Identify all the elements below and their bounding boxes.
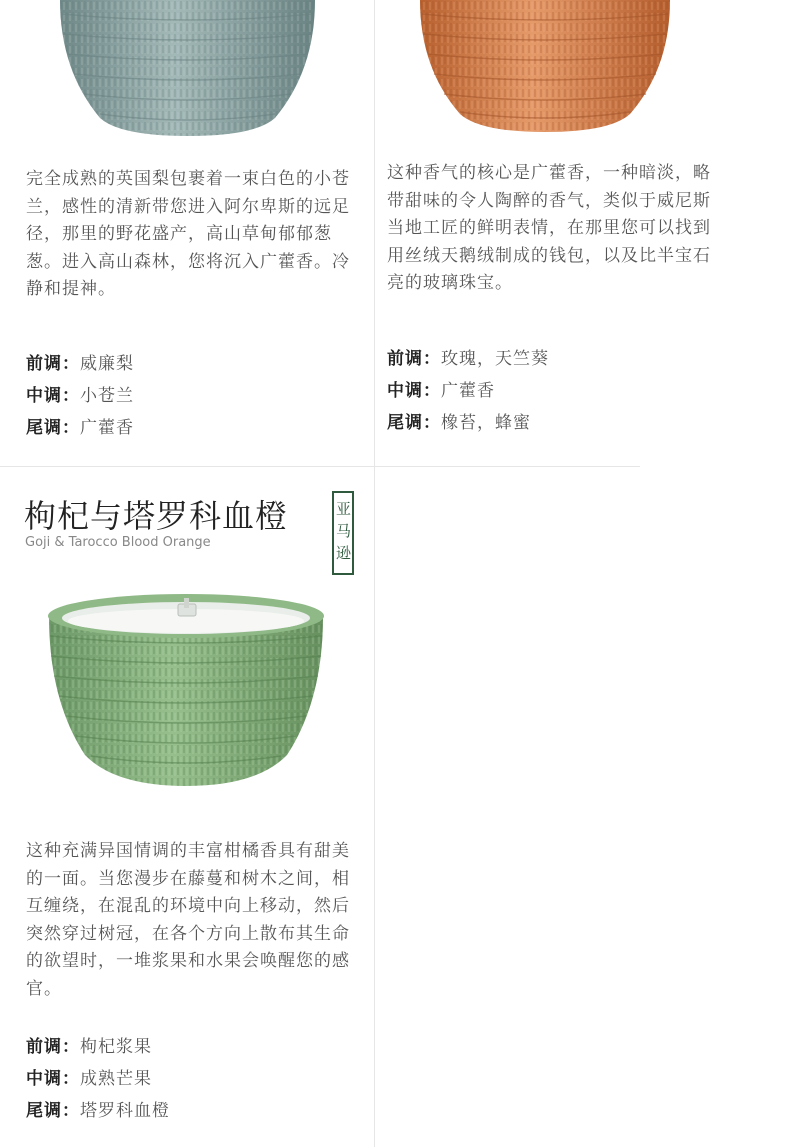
top-note: 前调：玫瑰，天竺葵 — [387, 349, 549, 369]
product-description: 这种充满异国情调的丰富柑橘香具有甜美的一面。当您漫步在藤蔓和树木之间，相互缠绕，在混乱的环境中向上移动，然后突然穿过树冠，在各个方向上散布其生命的欲望时，一堆浆果和水果会唤醒您的感官。 — [26, 841, 350, 999]
top-note: 前调：威廉梨 — [26, 354, 134, 374]
green-candle-pot-image — [45, 590, 327, 786]
scent-notes — [26, 1031, 170, 1127]
middle-note: 中调：广藿香 — [387, 381, 495, 401]
vendor-label: 亚马逊 — [336, 500, 352, 562]
product-subtitle: Goji & Tarocco Blood Orange — [25, 535, 211, 550]
column-divider — [374, 0, 375, 1147]
base-note: 尾调：广藿香 — [26, 418, 134, 438]
scent-notes — [26, 348, 134, 444]
top-note: 前调：枸杞浆果 — [26, 1037, 152, 1057]
middle-note: 中调：成熟芒果 — [26, 1069, 152, 1089]
row-divider — [0, 466, 640, 467]
orange-candle-pot-image — [420, 0, 670, 132]
scent-notes — [387, 343, 549, 439]
base-note: 尾调：橡苔，蜂蜜 — [387, 413, 531, 433]
vendor-badge[interactable] — [332, 491, 354, 575]
base-note: 尾调：塔罗科血橙 — [26, 1101, 170, 1121]
product-description: 完全成熟的英国梨包裹着一束白色的小苍兰，感性的清新带您进入阿尔卑斯的远足径，那里的野花盛产，高山草甸郁郁葱葱。进入高山森林，您将沉入广藿香。冷静和提神。 — [26, 169, 350, 300]
middle-note: 中调：小苍兰 — [26, 386, 134, 406]
product-description: 这种香气的核心是广藿香，一种暗淡，略带甜味的令人陶醉的香气，类似于威尼斯当地工匠的鲜明表情，在那里您可以找到用丝绒天鹅绒制成的钱包，以及比半宝石亮的玻璃珠宝。 — [387, 163, 711, 294]
product-title: 枸杞与塔罗科血橙 — [24, 497, 289, 535]
teal-candle-pot-image — [60, 0, 315, 136]
